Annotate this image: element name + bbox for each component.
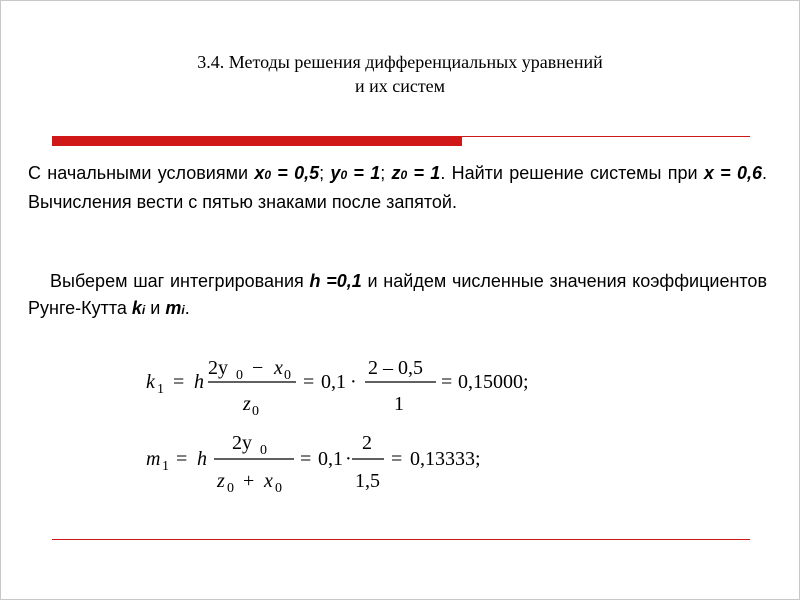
k1-den-z-sub: 0 <box>252 404 259 419</box>
p1-text-2: . Найти решение системы при <box>440 163 704 183</box>
p2-text-1: Выберем шаг интегрирования <box>50 271 310 291</box>
m1-h: h <box>197 448 207 470</box>
k-subscript: i <box>141 303 146 317</box>
p1-text-3: . Вычисления вести с пятью знаками после запятой. <box>28 163 767 212</box>
k1-num-x: x <box>274 357 283 379</box>
y0-value: = 1 <box>347 163 381 183</box>
k1-num-y-sub: 0 <box>236 368 243 383</box>
k1-eq-3: = <box>441 371 453 393</box>
k1-h: h <box>194 371 204 393</box>
p1-text-1: С начальными условиями <box>28 163 255 183</box>
m1-den-plus: + <box>243 470 255 492</box>
m1-eq-2: = <box>300 448 312 470</box>
k1-num-minus: − <box>252 357 264 379</box>
k1-den-2: 1 <box>394 393 404 415</box>
k1-dot: · <box>350 371 357 393</box>
z0-variable: z <box>391 163 401 183</box>
x0-variable: x <box>254 163 265 183</box>
k1-result: 0,15000; <box>458 371 529 393</box>
y0-variable: y <box>330 163 341 183</box>
y0-subscript: 0 <box>340 168 348 182</box>
m1-num-y-sub: 0 <box>260 443 267 458</box>
z0-subscript: 0 <box>400 168 408 182</box>
k1-num-2y: 2y <box>208 357 228 379</box>
k-variable: k <box>131 298 142 318</box>
m1-dot: · <box>345 448 352 470</box>
m1-den-2: 1,5 <box>355 470 380 492</box>
p2-text-2: и найдем численные значения коэффициентов Рунге-Кутта <box>28 271 768 318</box>
m1-num-2y: 2y <box>232 432 252 454</box>
m1-lhs-sub: 1 <box>162 459 169 474</box>
k1-lhs-var: k <box>146 371 155 393</box>
m1-eq-3: = <box>391 448 403 470</box>
z0-value: = 1 <box>407 163 441 183</box>
x0-subscript: 0 <box>264 168 272 182</box>
slide-title <box>100 50 700 98</box>
m1-den-z: z <box>217 470 225 492</box>
p2-end: . <box>184 298 190 318</box>
k1-coef: 0,1 <box>321 371 346 393</box>
formula-m1 <box>140 425 560 500</box>
x0-value: = 0,5 <box>271 163 320 183</box>
title-line-1: 3.4. Методы решения дифференциальных уравнений <box>197 52 603 72</box>
k1-lhs-sub: 1 <box>157 382 164 397</box>
x-target-value: x = 0,6 <box>703 163 762 183</box>
paragraph-initial-conditions <box>28 160 767 216</box>
k1-den-z: z <box>243 393 251 415</box>
title-line-2: и их систем <box>354 76 446 96</box>
formula-k1 <box>140 350 560 420</box>
k1-eq-1: = <box>173 371 185 393</box>
m1-result: 0,13333; <box>410 448 481 470</box>
p1-separator-2: ; <box>380 163 392 183</box>
m1-den-x: x <box>264 470 273 492</box>
m-variable: m <box>165 298 182 318</box>
p2-and: и <box>145 298 166 318</box>
title-underline-thick <box>52 136 462 146</box>
m1-den-x-sub: 0 <box>275 481 282 496</box>
k1-eq-2: = <box>303 371 315 393</box>
m1-eq-1: = <box>176 448 188 470</box>
m1-num-2: 2 <box>362 432 372 454</box>
m1-coef: 0,1 <box>318 448 343 470</box>
m1-lhs-var: m <box>146 448 161 470</box>
bottom-divider-line <box>52 539 750 540</box>
h-step-value: h =0,1 <box>309 271 362 291</box>
k1-num-x-sub: 0 <box>284 368 291 383</box>
paragraph-step-selection <box>28 268 767 324</box>
m-subscript: i <box>181 303 185 317</box>
m1-den-z-sub: 0 <box>227 481 234 496</box>
title-underline-thin <box>462 136 750 137</box>
p1-separator-1: ; <box>319 163 331 183</box>
k1-num-2: 2 – 0,5 <box>368 357 423 379</box>
